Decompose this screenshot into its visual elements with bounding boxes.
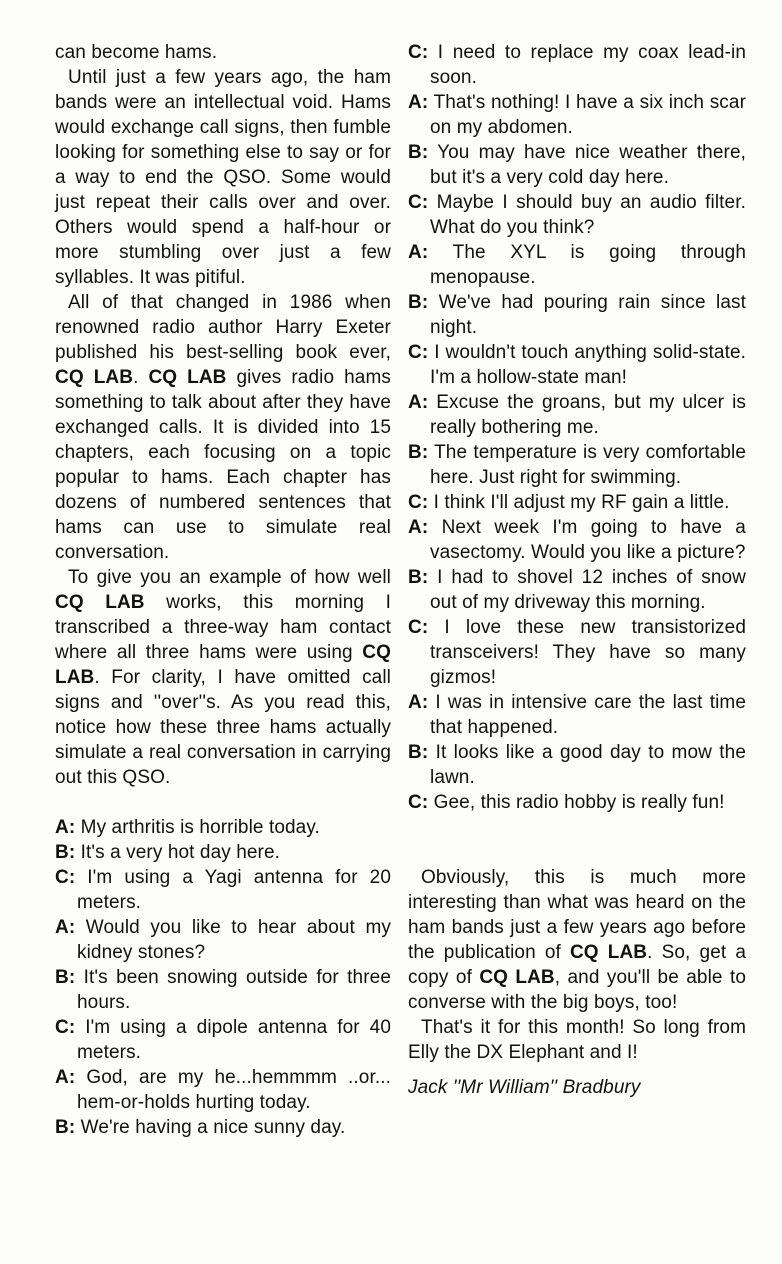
speaker-label: A: — [408, 517, 429, 538]
speaker-label: C: — [408, 492, 429, 513]
dialogue-text: I think I'll adjust my RF gain a little. — [433, 492, 730, 513]
dialogue-text: My arthritis is horrible today. — [80, 817, 320, 838]
speaker-label: B: — [408, 142, 429, 163]
dialogue-line — [408, 390, 746, 440]
speaker-label: B: — [408, 567, 429, 588]
dialogue-line — [408, 615, 746, 690]
dialogue-text: I wouldn't touch anything solid-state. I'm a hollow-state man! — [430, 342, 746, 388]
dialogue-text: Gee, this radio hobby is really fun! — [433, 792, 725, 813]
speaker-label: A: — [408, 92, 429, 113]
paragraph-book — [55, 290, 391, 565]
dialogue-text: I need to replace my coax lead-in soon. — [430, 42, 746, 88]
speaker-label: C: — [408, 792, 429, 813]
text-run: , and you'll be able to converse with the big boys, too! — [408, 967, 746, 1013]
speaker-label: B: — [55, 842, 76, 863]
dialogue-line — [55, 915, 391, 965]
dialogue-line — [408, 90, 746, 140]
dialogue-text: Maybe I should buy an audio filter. What do you think? — [430, 192, 746, 238]
dialogue-line — [408, 565, 746, 615]
book-title: CQ LAB — [55, 642, 391, 688]
dialogue-text: I love these new transistorized transceivers! They have so many gizmos! — [430, 617, 746, 688]
speaker-label: A: — [55, 1067, 76, 1088]
dialogue-text: It's a very hot day here. — [80, 842, 281, 863]
dialogue-list-right — [408, 40, 746, 815]
dialogue-text: I was in intensive care the last time that happened. — [430, 692, 746, 738]
book-title: CQ LAB — [148, 367, 227, 388]
dialogue-line — [408, 490, 746, 515]
speaker-label: B: — [55, 967, 76, 988]
dialogue-line — [408, 740, 746, 790]
speaker-label: A: — [408, 242, 429, 263]
dialogue-line — [408, 140, 746, 190]
dialogue-text: Excuse the groans, but my ulcer is really bothering me. — [430, 392, 746, 438]
speaker-label: A: — [408, 392, 429, 413]
dialogue-line — [408, 240, 746, 290]
dialogue-text: I'm using a Yagi antenna for 20 meters. — [77, 867, 391, 913]
paragraph-signoff: That's it for this month! So long from Elly the DX Elephant and I! — [408, 1017, 746, 1063]
book-title: CQ LAB — [479, 967, 555, 988]
text-run: . For clarity, I have omitted call signs and ''over''s. As you read this, notice how these three hams actually simulate a real conversation in carrying out this QSO. — [55, 667, 391, 788]
speaker-label: B: — [408, 442, 429, 463]
dialogue-line — [55, 1115, 391, 1140]
text-run: To give you an example of how well — [68, 567, 391, 588]
dialogue-line — [55, 815, 391, 840]
text-run: . So, get a copy of — [408, 942, 746, 988]
speaker-label: A: — [55, 817, 76, 838]
dialogue-text: We've had pouring rain since last night. — [430, 292, 746, 338]
spacer — [408, 815, 746, 840]
dialogue-list-left — [55, 815, 391, 1140]
dialogue-text: That's nothing! I have a six inch scar on my abdomen. — [430, 92, 746, 138]
text-run: All of that changed in 1986 when renowned radio author Harry Exeter published his best-selling book ever, — [55, 292, 391, 363]
paragraph-continuation: can become hams. — [55, 42, 218, 63]
dialogue-line — [408, 790, 746, 815]
book-title: CQ LAB — [55, 592, 145, 613]
speaker-label: C: — [408, 42, 429, 63]
text-run: . — [133, 367, 149, 388]
paragraph-intro: Until just a few years ago, the ham bands were an intellectual void. Hams would exchange call signs, then fumble looking for something else to say or for a way to end the QSO. Some would just repeat their calls over and over. Others would spend a half-hour or more stumbling over just a few syllables. It was pitiful. — [55, 67, 391, 288]
speaker-label: A: — [408, 692, 429, 713]
speaker-label: B: — [408, 292, 429, 313]
speaker-label: C: — [55, 1017, 76, 1038]
book-title: CQ LAB — [55, 367, 134, 388]
spacer — [55, 790, 391, 815]
dialogue-line — [55, 840, 391, 865]
dialogue-line — [55, 1015, 391, 1065]
dialogue-line — [408, 690, 746, 740]
dialogue-text: We're having a nice sunny day. — [80, 1117, 346, 1138]
dialogue-line — [408, 515, 746, 565]
speaker-label: C: — [408, 342, 429, 363]
speaker-label: B: — [408, 742, 429, 763]
author-signature: Jack ''Mr William'' Bradbury — [408, 1077, 641, 1098]
dialogue-text: The XYL is going through menopause. — [430, 242, 746, 288]
dialogue-line — [408, 290, 746, 340]
book-title: CQ LAB — [569, 942, 648, 963]
dialogue-line — [408, 440, 746, 490]
dialogue-text: Next week I'm going to have a vasectomy. Would you like a picture? — [430, 517, 746, 563]
dialogue-text: You may have nice weather there, but it's a very cold day here. — [430, 142, 746, 188]
dialogue-line — [55, 1065, 391, 1115]
spacer — [408, 840, 746, 865]
dialogue-line — [55, 965, 391, 1015]
speaker-label: C: — [55, 867, 76, 888]
speaker-label: C: — [408, 617, 429, 638]
dialogue-text: The temperature is very comfortable here. Just right for swimming. — [430, 442, 746, 488]
dialogue-text: I'm using a dipole antenna for 40 meters. — [77, 1017, 391, 1063]
speaker-label: C: — [408, 192, 429, 213]
right-column — [408, 40, 746, 1100]
text-run: gives radio hams something to talk about after they have exchanged calls. It is divided into 15 chapters, each focusing on a topic popular to hams. Each chapter has dozens of numbered sentences that hams can use to simulate real conversation. — [55, 367, 391, 563]
text-run: works, this morning I transcribed a three-way ham contact where all three hams were using — [55, 592, 391, 663]
dialogue-text: Would you like to hear about my kidney stones? — [77, 917, 391, 963]
paragraph-example — [55, 565, 391, 790]
dialogue-text: God, are my he...hemmmm ..or... hem-or-holds hurting today. — [77, 1067, 391, 1113]
dialogue-line — [408, 40, 746, 90]
left-column — [55, 40, 391, 1140]
dialogue-text: It looks like a good day to mow the lawn. — [430, 742, 746, 788]
paragraph-conclusion — [408, 865, 746, 1015]
text-run: Obviously, this is much more interesting than what was heard on the ham bands just a few years ago before the publication of — [408, 867, 746, 963]
dialogue-line — [408, 340, 746, 390]
dialogue-line — [408, 190, 746, 240]
speaker-label: A: — [55, 917, 76, 938]
dialogue-text: It's been snowing outside for three hours. — [77, 967, 391, 1013]
speaker-label: B: — [55, 1117, 76, 1138]
dialogue-line — [55, 865, 391, 915]
dialogue-text: I had to shovel 12 inches of snow out of my driveway this morning. — [430, 567, 746, 613]
